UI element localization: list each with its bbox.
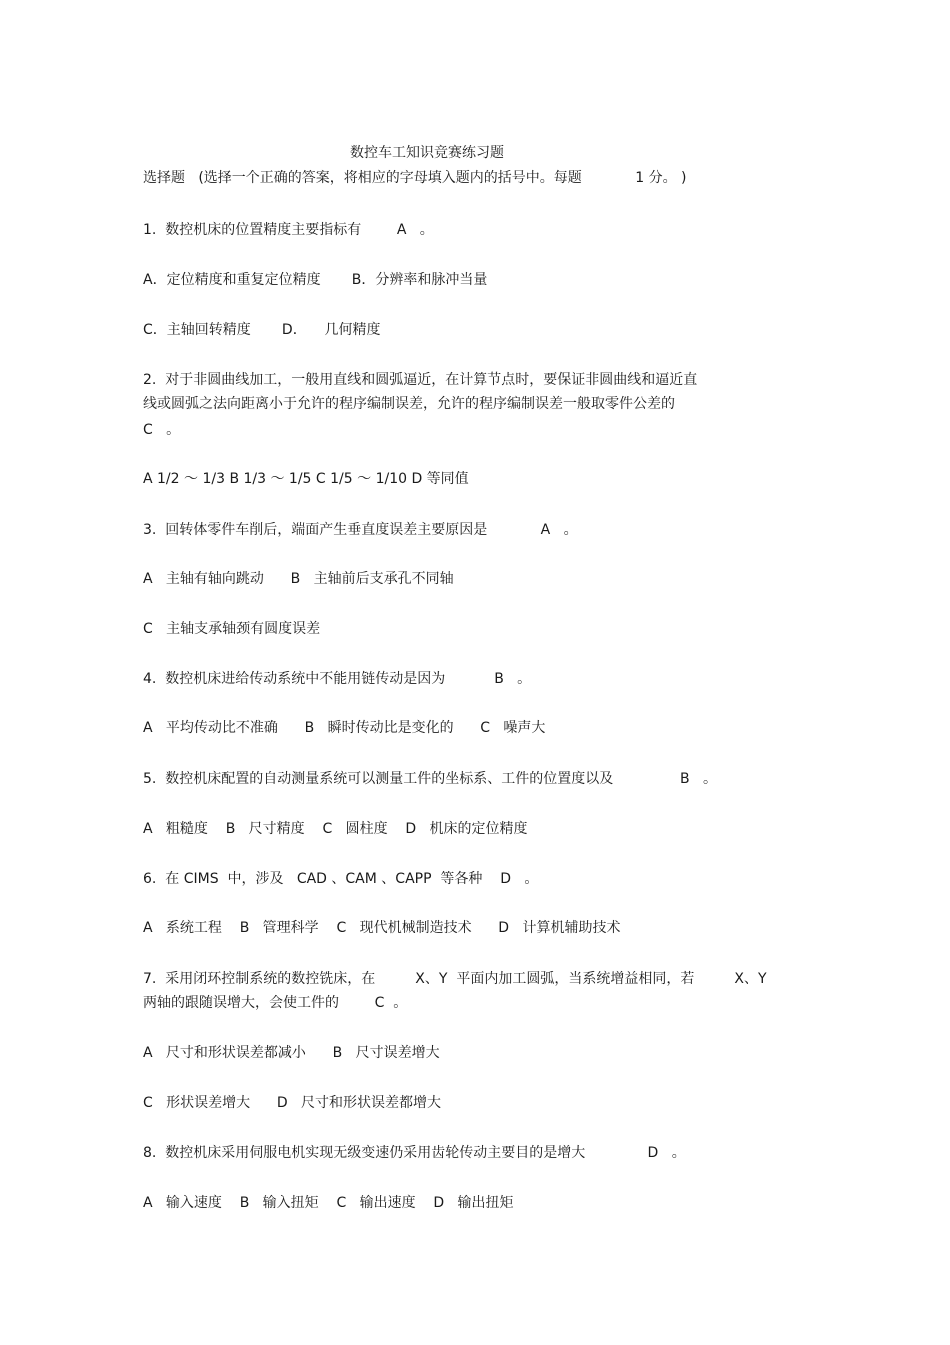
question-8: 8. 数控机床采用伺服电机实现无级变速仍采用齿轮传动主要目的是增大 D 。 [143,1145,686,1161]
question-7-line-2: 两轴的跟随误增大，会使工件的 C 。 [143,995,408,1011]
question-7-line-1: 7. 采用闭环控制系统的数控铣床，在 X、Y 平面内加工圆弧，当系统增益相同，若 X、Y [143,971,767,987]
question-6: 6. 在 CIMS 中，涉及 CAD 、CAM 、CAPP 等各种 D 。 [143,871,539,887]
question-1-options-cd: C．主轴回转精度 D． 几何精度 [143,322,381,338]
question-2-answer: C 。 [143,422,181,438]
question-3: 3. 回转体零件车削后，端面产生垂直度误差主要原因是 A 。 [143,522,578,538]
question-4: 4. 数控机床进给传动系统中不能用链传动是因为 B 。 [143,671,532,687]
document-title: 数控车工知识竞赛练习题 [350,145,504,161]
question-2-options: A 1/2 ～ 1/3 B 1/3 ～ 1/5 C 1/5 ～ 1/10 D 等同值 [143,471,469,487]
question-7-options-ab: A 尺寸和形状误差都减小 B 尺寸误差增大 [143,1045,440,1061]
question-8-options: A 输入速度 B 输入扭矩 C 输出速度 D 输出扭矩 [143,1195,514,1211]
question-1-options-ab: A．定位精度和重复定位精度 B．分辨率和脉冲当量 [143,272,488,288]
question-4-options: A 平均传动比不准确 B 瞬时传动比是变化的 C 噪声大 [143,720,546,736]
question-5: 5. 数控机床配置的自动测量系统可以测量工件的坐标系、工件的位置度以及 B 。 [143,771,717,787]
question-5-options: A 粗糙度 B 尺寸精度 C 圆柱度 D 机床的定位精度 [143,821,528,837]
question-1: 1. 数控机床的位置精度主要指标有 A 。 [143,222,434,238]
question-2-line-2: 线或圆弧之法向距离小于允许的程序编制误差，允许的程序编制误差一般取零件公差的 [143,396,675,412]
question-3-options-ab: A 主轴有轴向跳动 B 主轴前后支承孔不同轴 [143,571,454,587]
question-6-options: A 系统工程 B 管理科学 C 现代机械制造技术 D 计算机辅助技术 [143,920,621,936]
question-7-options-cd: C 形状误差增大 D 尺寸和形状误差都增大 [143,1095,441,1111]
section-intro: 选择题 (选择一个正确的答案，将相应的字母填入题内的括号中。每题 1 分。 ) [143,170,687,186]
question-3-option-c: C 主轴支承轴颈有圆度误差 [143,621,321,637]
question-2-line-1: 2. 对于非圆曲线加工，一般用直线和圆弧逼近，在计算节点时，要保证非圆曲线和逼近直 [143,372,698,388]
